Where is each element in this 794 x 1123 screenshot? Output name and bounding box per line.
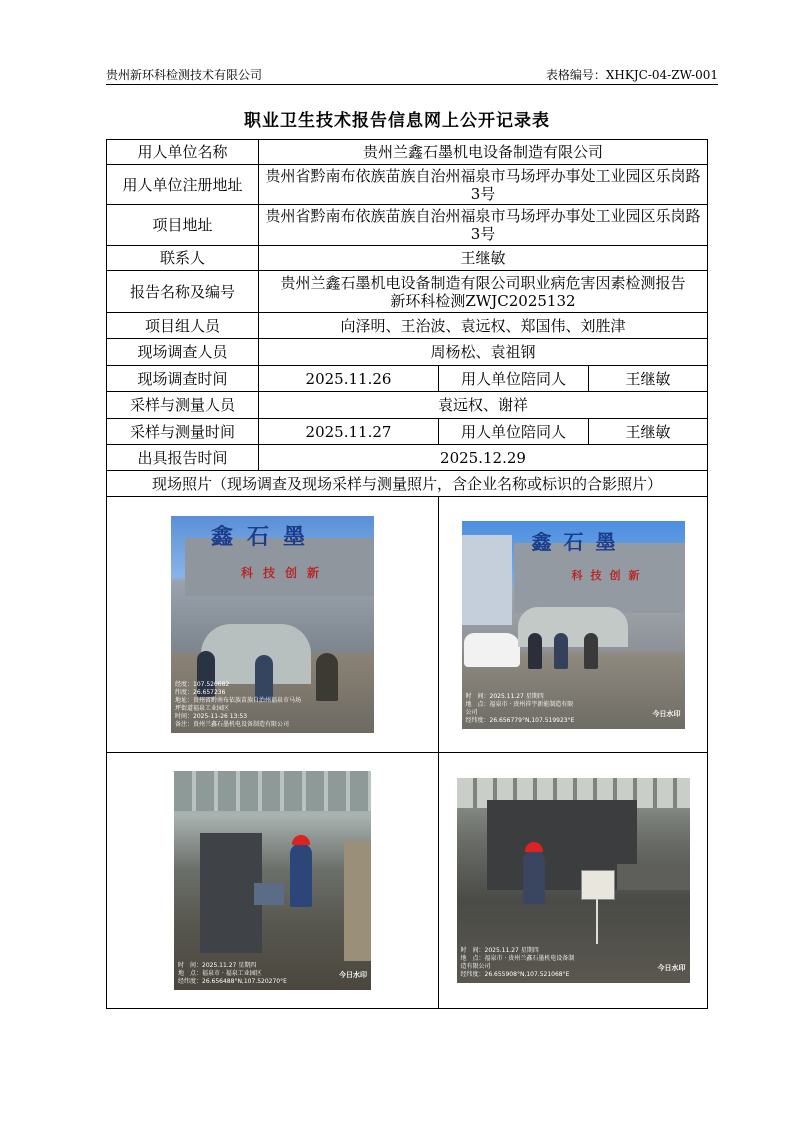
photo-3-watermark: 时 间：2025.11.27 星期四 地 点：福泉市 · 福泉工业园区 经纬度：26.656488°N,107.520270°E [178,962,287,985]
label-issue-time: 出具报告时间 [107,445,259,471]
value-sampling-time: 2025.11.27 [259,419,439,445]
photos-label: 现场照片（现场调查及现场采样与测量照片，含企业名称或标识的合影照片） [107,471,708,497]
photo-4-watermark-logo: 今日水印 [657,964,686,972]
header-company: 贵州新环科检测技术有限公司 [106,68,263,82]
value-project-address: 贵州省黔南布依族苗族自治州福泉市马场坪办事处工业园区乐岗路3号 [259,205,708,246]
photo-cell-1 [107,497,439,753]
photo-3-watermark-logo: 今日水印 [339,971,367,979]
photo-1-slogan: 科技创新 [241,566,330,580]
value-sampling-staff: 袁远权、谢祥 [259,392,708,419]
row-contact [107,246,708,271]
workshop-roof [174,771,371,811]
site-photo-2 [462,521,685,729]
row-issue-time [107,445,708,471]
white-car [464,633,520,667]
photo-1-sign: 鑫石墨 [211,524,320,550]
machine [200,833,262,953]
worker-2 [344,841,371,961]
row-reg-address [107,165,708,205]
label-survey-time: 现场调查时间 [107,366,259,392]
photo-2-watermark: 时 间：2025.11.27 星期四 地 点：福泉市 · 贵州祥宇新能制造有限 公司 经纬度：26.656779°N,107.519923°E [465,692,575,724]
value-issue-time: 2025.12.29 [259,445,708,471]
red-helmet [525,842,543,852]
value-reg-address: 贵州省黔南布依族苗族自治州福泉市马场坪办事处工业园区乐岗路3号 [259,165,708,205]
value-sampling-companion: 王继敏 [589,419,708,445]
tripod [596,898,598,944]
red-helmet [292,835,310,845]
tall-building [462,535,512,625]
label-report: 报告名称及编号 [107,271,259,313]
page-header [106,66,718,85]
row-team [107,313,708,339]
report-number: 新环科检测ZWJC2025132 [390,291,576,310]
document-title: 职业卫生技术报告信息网上公开记录表 [244,111,550,131]
label-project-address: 项目地址 [107,205,259,246]
value-survey-companion: 王继敏 [589,366,708,392]
row-survey-time [107,366,708,392]
label-sampling-companion: 用人单位陪同人 [439,419,589,445]
worker [290,843,312,907]
row-photos-2 [107,753,708,1009]
value-survey-time: 2025.11.26 [259,366,439,392]
row-photos-label [107,471,708,497]
record-table [106,139,708,1009]
sampling-instrument [581,870,615,900]
header-form-number: 表格编号：XHKJC-04-ZW-001 [545,68,718,82]
value-team: 向泽明、王治波、袁远权、郑国伟、刘胜津 [259,313,708,339]
label-sampling-time: 采样与测量时间 [107,419,259,445]
photo-cell-3 [107,753,439,1009]
photo-4-watermark: 时 间：2025.11.27 星期四 地 点：福泉市 · 贵州兰鑫石墨机电设备制 造有限公司 经纬度：26.655908°N,107.521068°E [460,947,575,978]
photo-cell-2 [439,497,708,753]
row-sampling-time [107,419,708,445]
value-contact: 王继敏 [259,246,708,271]
photo-2-slogan: 科技创新 [571,568,648,582]
label-contact: 联系人 [107,246,259,271]
photo-cell-4 [439,753,708,1009]
value-report [259,271,708,313]
row-survey-staff [107,339,708,366]
photo-2-watermark-logo: 今日水印 [652,709,681,718]
site-photo-4 [457,778,690,983]
label-survey-staff: 现场调查人员 [107,339,259,366]
photo-2-sign: 鑫石墨 [531,529,628,554]
control-panel [254,883,284,905]
label-unit-name: 用人单位名称 [107,140,259,165]
worker [523,850,545,904]
row-project-address [107,205,708,246]
value-survey-staff: 周杨松、袁祖钢 [259,339,708,366]
row-unit-name [107,140,708,165]
row-photos-1 [107,497,708,753]
site-photo-1 [171,516,374,733]
label-survey-companion: 用人单位陪同人 [439,366,589,392]
site-photo-3 [174,771,371,990]
label-sampling-staff: 采样与测量人员 [107,392,259,419]
photo-1-watermark: 经度：107.520682 纬度：26.657236 地址：贵州省黔南布依族苗族自治州福泉市马场 坪街道福泉工业园区 时间：2025-11-26 13:53 备注：贵州兰鑫石墨机电设备制造有限公司 [175,681,302,728]
row-sampling-staff [107,392,708,419]
machine-bed [617,864,690,890]
row-report [107,271,708,313]
value-unit-name: 贵州兰鑫石墨机电设备制造有限公司 [259,140,708,165]
label-reg-address: 用人单位注册地址 [107,165,259,205]
report-name: 贵州兰鑫石墨机电设备制造有限公司职业病危害因素检测报告 [280,273,686,292]
label-team: 项目组人员 [107,313,259,339]
